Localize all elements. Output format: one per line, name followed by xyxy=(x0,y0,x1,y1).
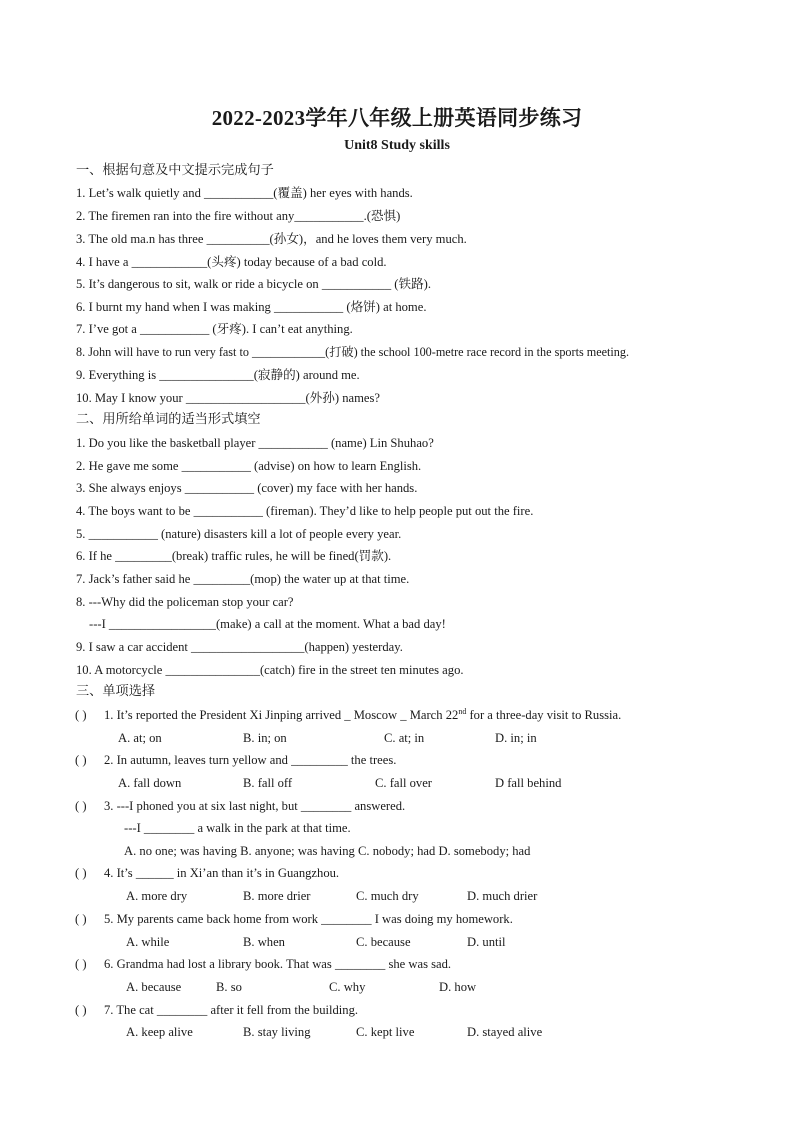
q1-text-after: for a three-day visit to Russia. xyxy=(466,708,622,722)
q6-option-a: A. because xyxy=(126,980,182,994)
q7-option-b: B. stay living xyxy=(243,1025,311,1039)
q2-option-c: C. fall over xyxy=(375,776,433,790)
q2-option-b: B. fall off xyxy=(243,776,293,790)
q7-option-c: C. kept live xyxy=(356,1025,415,1039)
q3-answer-paren: ( ) xyxy=(75,799,87,813)
q1-option-b: B. in; on xyxy=(243,731,287,745)
q4-option-a: A. more dry xyxy=(126,889,188,903)
q6-option-d: D. how xyxy=(439,980,477,994)
section1-heading: 一、根据句意及中文提示完成句子 xyxy=(76,162,274,177)
q7-option-d: D. stayed alive xyxy=(467,1025,543,1039)
q7-text: 7. The cat ________ after it fell from the building. xyxy=(104,1003,359,1017)
s2-item-1: 1. Do you like the basketball player ___________ (name) Lin Shuhao? xyxy=(76,436,434,450)
s1-item-2: 2. The firemen ran into the fire without any___________.(恐惧) xyxy=(76,209,401,223)
q1-text-before: 1. It’s reported the President Xi Jinping arrived _ Moscow _ March 22 xyxy=(104,708,459,722)
q5-option-b: B. when xyxy=(243,935,285,949)
s1-item-5: 5. It’s dangerous to sit, walk or ride a bicycle on ___________ (铁路). xyxy=(76,277,432,291)
s2-item-8-answer: ---I _________________(make) a call at the moment. What a bad day! xyxy=(89,617,446,631)
q3-sub-text: ---I ________ a walk in the park at that time. xyxy=(124,821,351,835)
q1-option-d: D. in; in xyxy=(495,731,537,745)
q5-option-d: D. until xyxy=(467,935,506,949)
q6-text: 6. Grandma had lost a library book. That was ________ she was sad. xyxy=(104,957,452,971)
q1-answer-paren: ( ) xyxy=(75,708,87,722)
q1-superscript: nd xyxy=(458,706,467,716)
page-title: 2022-2023学年八年级上册英语同步练习 xyxy=(211,106,583,130)
s2-item-10: 10. A motorcycle _______________(catch) fire in the street ten minutes ago. xyxy=(76,663,464,677)
s1-item-3: 3. The old ma.n has three __________(孙女)，and he loves them very much. xyxy=(76,232,467,246)
s1-item-10: 10. May I know your ___________________(外孙) names? xyxy=(76,391,380,405)
q7-answer-paren: ( ) xyxy=(75,1003,87,1017)
s1-item-9: 9. Everything is _______________(寂静的) around me. xyxy=(76,368,360,382)
s1-item-8: 8. John will have to run very fast to ____________(打破) the school 100-metre race record in the sports meeting. xyxy=(76,345,630,359)
s2-item-7: 7. Jack’s father said he _________(mop) the water up at that time. xyxy=(76,572,410,586)
q6-option-b: B. so xyxy=(216,980,242,994)
q4-option-d: D. much drier xyxy=(467,889,538,903)
q3-text: 3. ---I phoned you at six last night, but ________ answered. xyxy=(104,799,406,813)
q7-option-a: A. keep alive xyxy=(126,1025,193,1039)
q4-text: 4. It’s ______ in Xi’an than it’s in Guangzhou. xyxy=(104,866,340,880)
section3-heading: 三、单项选择 xyxy=(76,683,156,698)
q6-answer-paren: ( ) xyxy=(75,957,87,971)
s2-item-3: 3. She always enjoys ___________ (cover) my face with her hands. xyxy=(76,481,418,495)
q5-text: 5. My parents came back home from work ________ I was doing my homework. xyxy=(104,912,513,926)
s2-item-5: 5. ___________ (nature) disasters kill a lot of people every year. xyxy=(76,527,402,541)
q4-option-c: C. much dry xyxy=(356,889,419,903)
q5-option-a: A. while xyxy=(126,935,170,949)
q2-option-a: A. fall down xyxy=(118,776,182,790)
s2-item-8: 8. ---Why did the policeman stop your car? xyxy=(76,595,294,609)
s1-item-7: 7. I’ve got a ___________ (牙疼). I can’t eat anything. xyxy=(76,322,353,336)
s1-item-1: 1. Let’s walk quietly and ___________(覆盖) her eyes with hands. xyxy=(76,186,413,200)
q2-option-d: D fall behind xyxy=(495,776,562,790)
q1-option-c: C. at; in xyxy=(384,731,425,745)
q1-text xyxy=(104,707,621,723)
q5-answer-paren: ( ) xyxy=(75,912,87,926)
s2-item-9: 9. I saw a car accident __________________(happen) yesterday. xyxy=(76,640,403,654)
s2-item-6: 6. If he _________(break) traffic rules, he will be fined(罚款). xyxy=(76,549,392,563)
q1-option-a: A. at; on xyxy=(118,731,162,745)
q2-text: 2. In autumn, leaves turn yellow and _________ the trees. xyxy=(104,753,397,767)
q4-answer-paren: ( ) xyxy=(75,866,87,880)
s1-item-6: 6. I burnt my hand when I was making ___________ (烙饼) at home. xyxy=(76,300,427,314)
q2-answer-paren: ( ) xyxy=(75,753,87,767)
q3-options: A. no one; was having B. anyone; was having C. nobody; had D. somebody; had xyxy=(124,844,531,858)
page-subtitle: Unit8 Study skills xyxy=(344,138,450,153)
section2-heading: 二、用所给单词的适当形式填空 xyxy=(76,411,261,426)
q5-option-c: C. because xyxy=(356,935,411,949)
q6-option-c: C. why xyxy=(329,980,366,994)
q4-option-b: B. more drier xyxy=(243,889,311,903)
s1-item-4: 4. I have a ____________(头疼) today because of a bad cold. xyxy=(76,255,387,269)
s2-item-2: 2. He gave me some ___________ (advise) on how to learn English. xyxy=(76,459,422,473)
s2-item-4: 4. The boys want to be ___________ (fireman). They’d like to help people put out the fire. xyxy=(76,504,534,518)
